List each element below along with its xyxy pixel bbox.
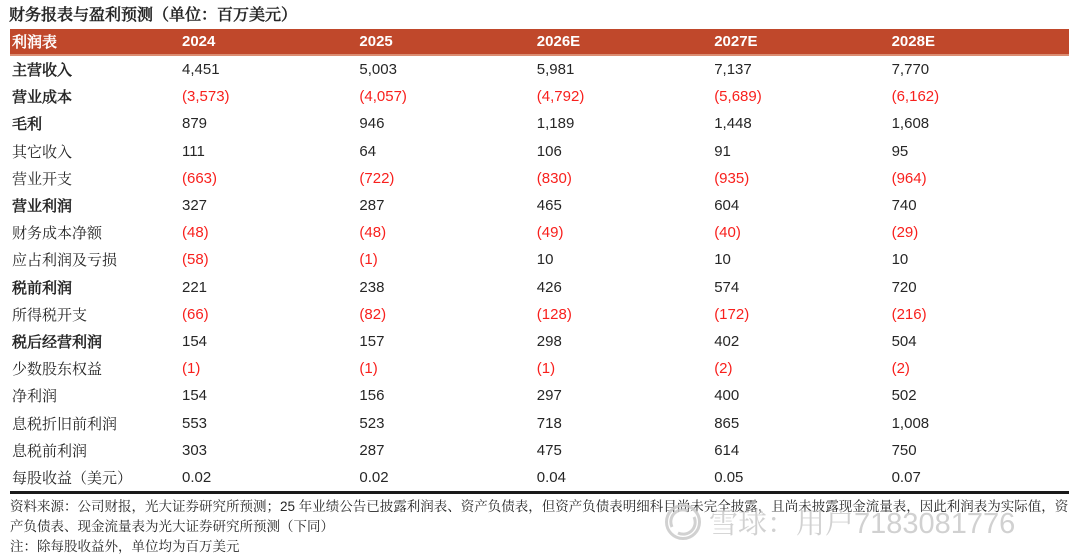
value-cell: (722) [359,169,395,187]
table-row [10,464,1069,491]
value-cell: 303 [182,441,208,459]
value-cell: (1) [536,360,556,378]
row-label: 所得税开支 [12,306,88,324]
value-cell: 553 [182,414,208,432]
value-cell: 297 [536,387,562,405]
row-label: 税后经营利润 [12,333,103,351]
value-cell: (6,162) [891,88,940,106]
row-label: 财务成本净额 [12,225,103,243]
value-cell: 720 [891,278,917,296]
value-cell: 1,189 [536,115,575,133]
value-cell: 750 [891,441,917,459]
value-cell: (216) [891,305,927,323]
value-cell: 1,008 [891,414,930,432]
value-cell: 154 [182,332,208,350]
value-cell: 0.04 [536,468,566,486]
row-label: 营业开支 [12,170,73,188]
value-cell: 5,003 [359,61,397,79]
value-cell: 111 [182,142,205,160]
value-cell: 4,451 [182,61,220,79]
table-row [10,301,1069,328]
header-cell-label: 利润表 [12,34,58,51]
value-cell: 502 [891,387,917,405]
value-cell: 287 [359,441,385,459]
value-cell: (1) [359,251,378,269]
row-label: 其它收入 [12,143,73,161]
table-header-row [10,29,1069,56]
value-cell: 504 [891,332,917,350]
value-cell: (964) [891,169,927,187]
value-cell: (1) [182,360,201,378]
value-cell: (40) [714,224,741,242]
value-cell: 523 [359,414,385,432]
value-cell: 1,448 [714,115,752,133]
value-cell: (935) [714,169,750,187]
value-cell: 238 [359,278,385,296]
row-label: 营业利润 [12,198,73,216]
value-cell: (4,792) [536,88,585,106]
table-row [10,274,1069,301]
value-cell: (2) [714,360,733,378]
value-cell: (172) [714,305,750,323]
value-cell: 154 [182,387,208,405]
value-cell: (58) [182,251,209,269]
source-note: 资料来源：公司财报，光大证券研究所预测；25 年业绩公告已披露利润表、资产负债表，但资产负债表明细科目尚未完全披露，且尚未披露现金流量表，因此利润表为实际值，资产负债表、现金流量表为光大证券研究所预测（下同） [10,499,1069,534]
value-cell: 327 [182,197,208,215]
value-cell: 156 [359,387,385,405]
table-row [10,382,1069,409]
value-cell: 10 [536,251,554,269]
table-row [10,56,1069,83]
value-cell: 221 [182,278,208,296]
value-cell: 0.05 [714,468,744,486]
value-cell: 5,981 [536,61,575,79]
value-cell: 426 [536,278,562,296]
table-row [10,110,1069,137]
value-cell: 287 [359,197,385,215]
row-label: 主营收入 [12,62,73,80]
row-label: 净利润 [12,388,58,406]
value-cell: 402 [714,332,740,350]
value-cell: 465 [536,197,562,215]
table-row [10,409,1069,436]
table-row [10,246,1069,273]
value-cell: (3,573) [182,88,230,106]
value-cell: (66) [182,305,209,323]
value-cell: (82) [359,305,387,323]
value-cell: 7,770 [891,61,930,79]
value-cell: 298 [536,332,562,350]
value-cell: (5,689) [714,88,762,106]
value-cell: 604 [714,197,740,215]
unit-note: 注：除每股收益外，单位均为百万美元 [10,539,240,554]
value-cell: (29) [891,224,919,242]
value-cell: 718 [536,414,562,432]
value-cell: (48) [182,224,209,242]
income-statement-table [10,29,1069,494]
table-row [10,437,1069,464]
value-cell: (663) [182,169,218,187]
table-row [10,355,1069,382]
value-cell: 614 [714,441,740,459]
value-cell: 574 [714,278,740,296]
table-row [10,165,1069,192]
table-row [10,328,1069,355]
value-cell: 91 [714,142,731,160]
value-cell: 1,608 [891,115,930,133]
value-cell: (2) [891,360,910,378]
table-body [10,56,1069,491]
header-cell-year: 2027E [714,33,758,50]
value-cell: 95 [891,142,909,160]
value-cell: 865 [714,414,740,432]
value-cell: (4,057) [359,88,407,106]
row-label: 毛利 [12,116,43,134]
table-row [10,138,1069,165]
row-label: 每股收益（美元） [12,469,133,487]
value-cell: 157 [359,332,385,350]
value-cell: (49) [536,224,564,242]
header-cell-year: 2026E [536,33,581,50]
footnotes [10,497,1069,556]
value-cell: (1) [359,360,378,378]
value-cell: 0.02 [359,468,389,486]
row-label: 营业成本 [12,89,73,107]
table-row [10,219,1069,246]
value-cell: 879 [182,115,208,133]
value-cell: (48) [359,224,387,242]
value-cell: 0.07 [891,468,921,486]
value-cell: 475 [536,441,562,459]
row-label: 息税前利润 [12,442,88,460]
value-cell: (830) [536,169,572,187]
value-cell: 740 [891,197,917,215]
header-cell-year: 2024 [182,33,216,50]
row-label: 应占利润及亏损 [12,252,118,270]
page-title: 财务报表与盈利预测（单位：百万美元） [9,7,298,24]
value-cell: 946 [359,115,385,133]
table-row [10,83,1069,110]
watermark-text: 雪球：用户7183081776 [709,508,1016,540]
header-cell-year: 2028E [891,33,935,50]
header-cell-year: 2025 [359,33,393,50]
value-cell: (128) [536,305,572,323]
value-cell: 106 [536,142,562,160]
table-row [10,192,1069,219]
value-cell: 10 [891,251,909,269]
row-label: 少数股东权益 [12,361,103,379]
value-cell: 7,137 [714,61,752,79]
row-label: 息税折旧前利润 [12,415,118,433]
value-cell: 10 [714,251,731,269]
value-cell: 64 [359,142,377,160]
value-cell: 400 [714,387,740,405]
row-label: 税前利润 [12,279,73,297]
value-cell: 0.02 [182,468,212,486]
